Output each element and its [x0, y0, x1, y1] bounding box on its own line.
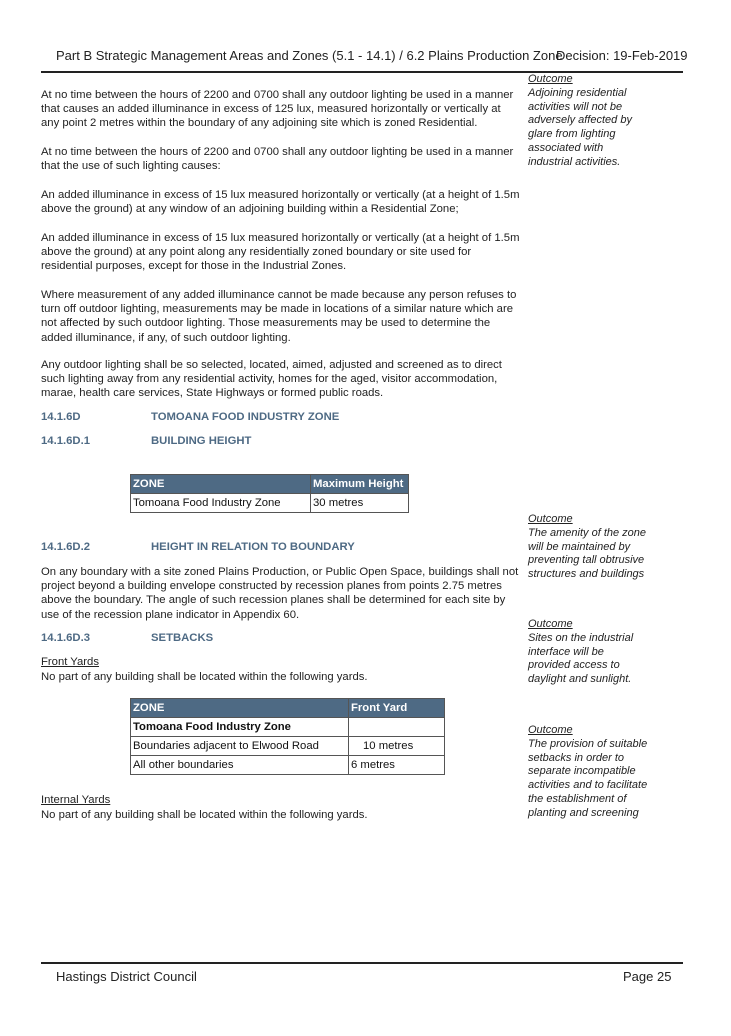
front-yards-text: No part of any building shall be located within the following yards.	[41, 671, 368, 683]
section-title: HEIGHT IN RELATION TO BOUNDARY	[151, 541, 355, 553]
front-yards-heading: Front Yards	[41, 656, 99, 668]
outcome-text: Sites on the industrial interface will be provided access to daylight and sunlight.	[528, 631, 634, 686]
section-number: 14.1.6D.3	[41, 632, 90, 644]
paragraph-recession-planes: On any boundary with a site zoned Plains Production, or Public Open Space, buildings shall not project beyond a building envelope constructed by recession planes from points 2.75 metres above the boundary. The angle of such recession planes shall be determined for each site by use of the recession plane indicator in Appendix 60.	[41, 566, 519, 621]
table-cell-front-yard: 10 metres	[349, 737, 445, 756]
table-cell-front-yard: 6 metres	[349, 756, 445, 775]
table-cell-zone: Tomoana Food Industry Zone	[131, 718, 349, 737]
table-cell-zone: Tomoana Food Industry Zone	[131, 494, 311, 513]
section-number: 14.1.6D.1	[41, 435, 90, 447]
section-title: TOMOANA FOOD INDUSTRY ZONE	[151, 411, 340, 423]
paragraph-lighting-direction: Any outdoor lighting shall be so selected, located, aimed, adjusted and screened as to direct such lighting away from any residential activity, homes for the aged, visitor accommodation, marae, health care services, State Highways or formed public roads.	[41, 359, 502, 400]
outcome-label: Outcome	[528, 513, 573, 525]
section-title: SETBACKS	[151, 632, 214, 644]
front-yard-table	[130, 698, 445, 775]
header-decision-date: Decision: 19-Feb-2019	[556, 48, 688, 63]
outcome-boundary	[528, 618, 648, 687]
paragraph-lighting-causes: At no time between the hours of 2200 and 0700 shall any outdoor lighting be used in a manner that the use of such lighting causes:	[41, 146, 514, 173]
outcome-height	[528, 513, 648, 582]
outcome-text: Adjoining residential activities will not be adversely affected by glare from lighting associated with industrial activities.	[528, 86, 632, 168]
outcome-text: The amenity of the zone will be maintained by preventing tall obtrusive structures and buildings	[528, 526, 647, 581]
outcome-label: Outcome	[528, 724, 573, 736]
table-cell-height: 30 metres	[311, 494, 409, 513]
table-cell-boundary: Boundaries adjacent to Elwood Road	[131, 737, 349, 756]
table-cell-empty	[349, 718, 445, 737]
outcome-label: Outcome	[528, 618, 573, 630]
paragraph-window-illuminance: An added illuminance in excess of 15 lux measured horizontally or vertically (at a height of 1.5m above the ground) at any window of an adjoining building within a Residential Zone;	[41, 189, 520, 216]
footer-council-name: Hastings District Council	[56, 969, 197, 984]
internal-yards-text: No part of any building shall be located within the following yards.	[41, 809, 368, 821]
table-cell-boundary: All other boundaries	[131, 756, 349, 775]
footer-page-number: Page 25	[623, 969, 672, 984]
outcome-lighting	[528, 73, 648, 170]
outcome-label: Outcome	[528, 73, 573, 85]
paragraph-boundary-illuminance: An added illuminance in excess of 15 lux measured horizontally or vertically (at a height of 1.5m above the ground) at any point along any residentially zoned boundary or site used for residential purposes, except for those in the Industrial Zones.	[41, 232, 520, 273]
outcome-setbacks	[528, 724, 648, 821]
section-number: 14.1.6D	[41, 411, 81, 423]
footer-rule	[41, 962, 683, 964]
paragraph-measurement: Where measurement of any added illuminance cannot be made because any person refuses to turn off outdoor lighting, measurements may be made in locations of a similar nature which are not affected by such outdoor lighting. Those measurements may be used to determine the added illuminance, if any, of such outdoor lighting.	[41, 289, 517, 344]
section-number: 14.1.6D.2	[41, 541, 90, 553]
outcome-text: The provision of suitable setbacks in order to separate incompatible activities and to facilitate the establishment of planting and screening	[528, 737, 648, 819]
internal-yards-heading: Internal Yards	[41, 794, 111, 806]
table-header-zone: ZONE	[131, 699, 349, 718]
building-height-table	[130, 474, 409, 513]
paragraph-lighting-125-lux: At no time between the hours of 2200 and 0700 shall any outdoor lighting be used in a manner that causes an added illuminance in excess of 125 lux, measured horizontally or vertically at any point 2 metres within the boundary of any adjoining site which is zoned Residential.	[41, 89, 514, 130]
table-header-front-yard: Front Yard	[349, 699, 445, 718]
table-header-max-height: Maximum Height	[311, 475, 409, 494]
header-title: Part B Strategic Management Areas and Zones (5.1 - 14.1) / 6.2 Plains Production Zone	[56, 48, 563, 63]
table-header-zone: ZONE	[131, 475, 311, 494]
section-title: BUILDING HEIGHT	[151, 435, 252, 447]
